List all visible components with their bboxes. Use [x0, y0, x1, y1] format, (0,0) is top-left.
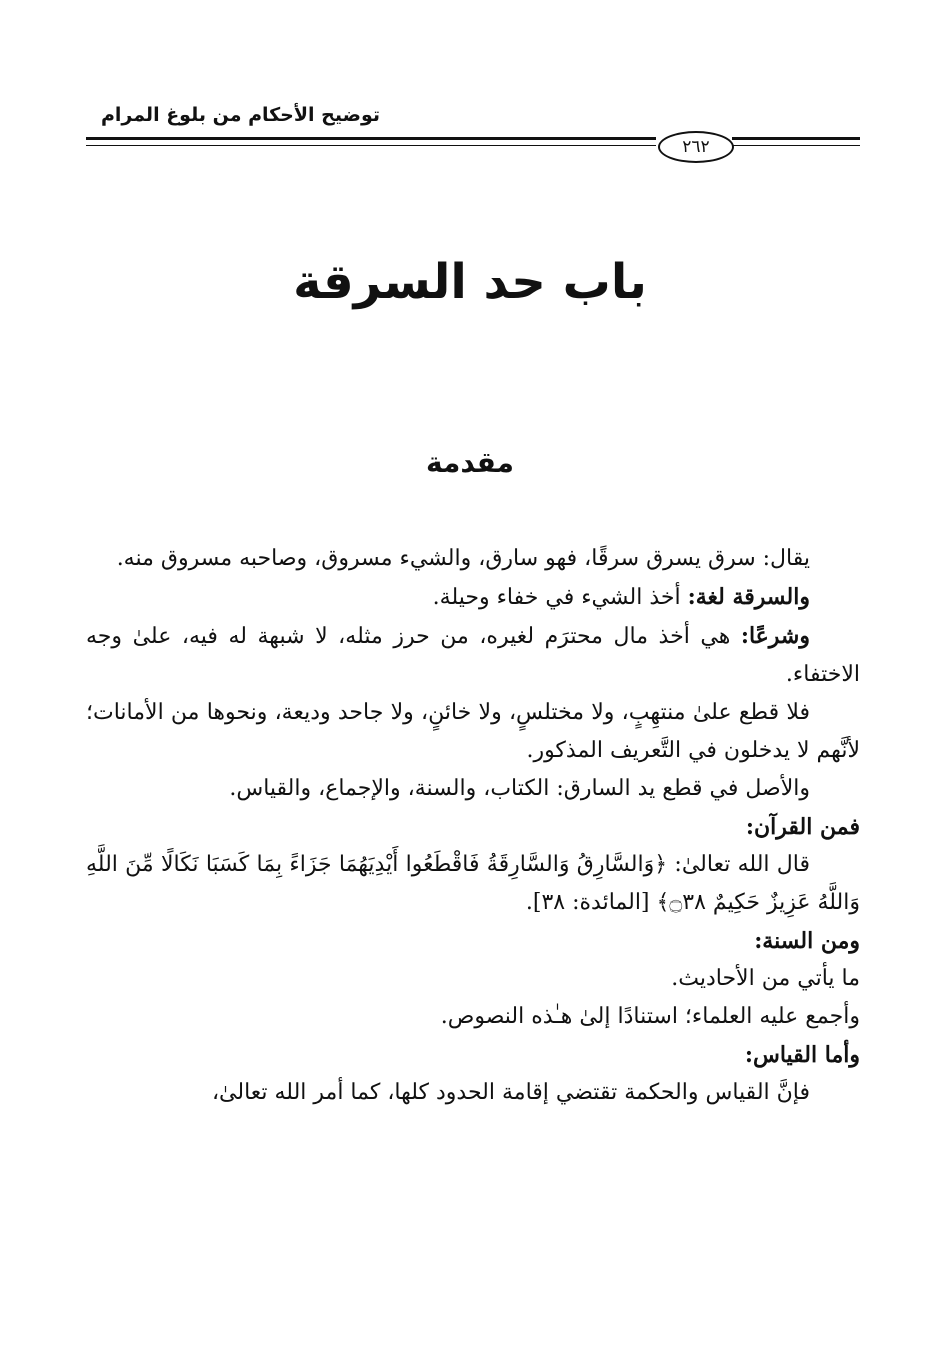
subheading-quran: فمن القرآن:: [745, 814, 860, 840]
verse-intro: قال الله تعالىٰ:: [667, 852, 810, 877]
paragraph-text: هي أخذ مال محترَم لغيره، من حرز مثله، لا شبهة له فيه، علىٰ وجه الاختفاء.: [86, 624, 860, 687]
page-number-badge: ٢٦٢: [658, 131, 734, 163]
paragraph-definition-legal: [86, 617, 860, 694]
subheading-sunnah: ومن السنة:: [754, 928, 860, 954]
paragraph-text: أخذ الشيء في خفاء وحيلة.: [432, 585, 688, 610]
paragraph-definition-usage: يقال: سرق يسرق سرقًا، فهو سارق، والشيء مسروق، وصاحبه مسروق منه.: [116, 546, 810, 571]
quran-verse: ﴿وَالسَّارِقُ وَالسَّارِقَةُ فَاقْطَعُوا أَيْدِيَهُمَا جَزَاءً بِمَا كَسَبَا نَكَالًا مِّنَ اللَّهِ وَاللَّهُ عَزِيزٌ حَكِيمٌ ۝٣٨﴾: [86, 852, 860, 915]
body-text: [86, 540, 860, 1112]
paragraph-quran-verse: [86, 846, 860, 922]
chapter-title: باب حد السرقة: [293, 254, 647, 310]
verse-reference: [المائدة: ٣٨].: [525, 890, 657, 915]
paragraph-qiyas: فإنَّ القياس والحكمة تقتضي إقامة الحدود كلها، كما أمر الله تعالىٰ،: [211, 1080, 810, 1105]
subheading-qiyas: وأما القياس:: [744, 1042, 860, 1068]
paragraph-hadith: ما يأتي من الأحاديث.: [671, 966, 860, 991]
section-title: مقدمة: [426, 446, 514, 479]
paragraph-exclusions: فلا قطع علىٰ منتهِبٍ، ولا مختلسٍ، ولا خائنٍ، ولا جاحد وديعة، ونحوها من الأمانات؛ لأنَّهم لا يدخلون في التَّعريف المذكور.: [86, 700, 860, 763]
header-rule-right: [732, 137, 860, 151]
paragraph-definition-language: [86, 578, 860, 617]
paragraph-consensus: وأجمع عليه العلماء؛ استنادًا إلىٰ هـٰذه النصوص.: [440, 1004, 860, 1029]
paragraph-sources: والأصل في قطع يد السارق: الكتاب، والسنة، والإجماع، والقياس.: [229, 776, 810, 801]
header-rule-left: [86, 137, 656, 151]
running-header-title: توضيح الأحكام من بلوغ المرام: [100, 104, 380, 126]
lead-term: والسرقة لغة:: [687, 584, 810, 610]
lead-term: وشرعًا:: [740, 623, 810, 649]
